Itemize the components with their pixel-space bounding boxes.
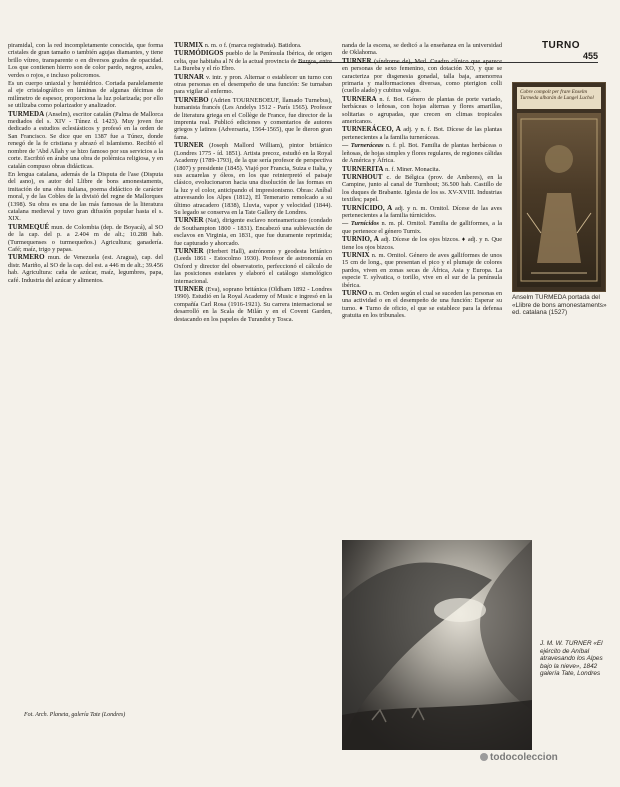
entry: Es un cuerpo uniaxial y hemiédrico. Cortada paralelamente al eje cristalográfico en láminas de algunas décimas de milímetro de espesor, proporciona la luz polarizada; por ello se utilizaba como polarizador y analizador.: [8, 80, 163, 110]
entry: TURNAR v. intr. y pron. Alternar o establecer un turno con otras personas en el desempeño de una función: Se turnaban para vigilar al enfermo.: [174, 72, 332, 96]
entry: TURNO n. m. Orden según el cual se suceden las personas en una actividad o en el desempeño de una función: Esperar su turno. ♦ Turno de oficio, el que se establece para la defensa gratuita en los tribunales.: [342, 289, 502, 320]
entry: TURMEDA (Anselm), escritor catalán (Palma de Mallorca mediados del s. XIV - Túnez d. 1423). Muy joven fue dedicado a estudios eclesiásticos y profesó en la orden de San Francisco. Se dice que en 1387 fue a Túnez, donde renegó de la fe cristiana y abrazó el islamismo. Recibió el nombre de 'Abd Allah y se hizo famoso por sus servicios a la corte. Escribió en árabe una obra de polémica religiosa, y en catalán compuso obras didácticas.: [8, 109, 163, 170]
headword: TURNERÁCEO, A: [342, 125, 401, 134]
entry: — Turneráceas n. f. pl. Bot. Familia de plantas herbáceas o leñosas, de hojas simples y flores regulares, de regiones cálidas de América y África.: [342, 142, 502, 165]
entry: TURMEQUÉ mun. de Colombia (dep. de Boyacá), al SO de la cap. del p. a 2.404 m de alt.; 10.288 hab. (Turmequenses o turmequeños.) Agricultura; ganadería. Café; maíz, trigo y papas.: [8, 222, 163, 253]
turner-painting-image: [342, 540, 532, 750]
entry: TURNIX n. m. Ornitol. Género de aves galliformes de unos 15 cm de long., que presentan el pico y el plumaje de colores pardos, viven en zonas secas de África, Asia y Europa. La especie T. sylvatica, o torillo, vive en el sur de la península ibérica.: [342, 250, 502, 289]
headword: TURMÓDIGOS: [174, 49, 224, 58]
engraving-scene: [517, 113, 601, 287]
headword: TURNIX: [342, 250, 370, 259]
entry: TURNERA n. f. Bot. Género de plantas de porte variado, herbáceas o leñosas, con hojas alternas y flores amarillas, solitarias o agrupadas, que crecen en climas tropicales americanos.: [342, 94, 502, 126]
watermark: todocoleccion: [480, 752, 558, 763]
subheadword: — Turnícidos: [342, 220, 379, 228]
headword: TURMEQUÉ: [8, 222, 50, 231]
entry: TURMÓDIGOS pueblo de la Península Ibérica, de origen celta, que habitaba al N de la actual provincia de Burgos, entre La Bureba y el río Ebro.: [174, 49, 332, 73]
headword: TURNER: [174, 246, 204, 255]
entry: nanda de la escena, se dedicó a la enseñanza en la universidad de Oklahoma.: [342, 42, 502, 57]
running-head: TURNO: [541, 40, 580, 51]
entry: En lengua catalana, además de la Disputa de l'ase (Disputa del asno), es autor del Llibre de bons amonestaments, imitación de una obra italiana, poema didáctico de carácter moral, y de las Cobles de la divisió del regne de Mallorques (1398). Su obra es una de las más famosas de la literatura catalana medieval y tuvo gran difusión popular hasta el s. XIX.: [8, 170, 163, 223]
entry: TURNER (Herbert Hall), astrónomo y geodesta británico (Leeds 1861 - Estocolmo 1930). Profesor de astronomía en Oxford y director del observatorio, perfeccionó el cálculo de las posiciones estelares y elaboró el catálogo sismológico internacional.: [174, 246, 332, 285]
headword: TURMIX: [174, 42, 204, 49]
engraving-illustration: [517, 113, 601, 287]
headword: TURNERITA: [342, 164, 384, 173]
headword: TURNHOUT: [342, 172, 383, 181]
page-number: 455: [582, 51, 598, 61]
entry: TURNERÁCEO, A adj. y n. f. Bot. Dícese de las plantas pertenecientes a la familia turneráceas.: [342, 125, 502, 141]
entry: TURNER (Nat), dirigente esclavo norteamericano (condado de Southampton 1800 - 1831). Encabezó una sublevación de esclavos en Virginia, en 1831, que fue duramente reprimida; fue capturado y ahorcado.: [174, 216, 332, 247]
figure-caption: J. M. W. TURNER «El ejército de Aníbal atravesando los Alpes bajo la nieve», 1842 galería Tate, Londres: [540, 640, 603, 678]
entry: TURNER (Joseph Mallord William), pintor británico (Londres 1775 - íd. 1851). Artista precoz, estudió en la Royal Academy (1789-1793), de la que sería profesor de perspectiva (1807) y presidente (1845). Viajó por Francia, Suiza e Italia, y sus acuarelas y óleos, en los que reinterpretó el paisaje clásico, evolucionaron hacia una disolución de las formas en la luz y el color, anticipando el impresionismo. Obras: Aníbal atravesando los Alpes (1812), El Temerario remolcado a su último atracadero (1838), Lluvia, vapor y velocidad (1844). Su legado se conserva en la Tate Gallery de Londres.: [174, 141, 332, 216]
headword: TURNER: [174, 285, 204, 293]
entry: — Turnícidos n. m. pl. Ornitol. Familia de galliformes, a la que pertenece el género Turnix.: [342, 220, 502, 235]
column-1: [8, 42, 163, 717]
headword: TURNER: [174, 141, 204, 150]
entry: TURNER (síndrome de), Med. Cuadro clínico que aparece en personas de sexo femenino, con dotación XO, y que se caracteriza por disgenesia gonadal, talla baja, amenorrea primaria y malformaciones diversas, como pterigion colli (cuello alado) y cubitus valgus.: [342, 56, 502, 95]
entry: TURNER (Eva), soprano británica (Oldham 1892 - Londres 1990). Estudió en la Royal Academy of Music e ingresó en la compañía Carl Rosa (1916-1921). Su carrera internacional se desarrolló en la Scala de Milán y en el Covent Garden, destacando en los papeles de Turandot y Tosca.: [174, 285, 332, 323]
headword: TURNER: [174, 216, 204, 225]
headword: TURNER: [342, 56, 372, 65]
photo-credit: Fot. Arch. Planeta, galería Tate (Londres): [24, 712, 126, 718]
headword: TURMEDA: [8, 109, 45, 118]
headword: TURNEBO: [174, 95, 209, 104]
banner-text: Cobre compolt per frare Enselm Turmeda albarán de Lungel Luchol: [520, 89, 594, 101]
entry: TURNÍCIDO, A adj. y n. m. Ornitol. Dícese de las aves pertenecientes a la familia túrnicidos.: [342, 203, 502, 219]
entry: TURNEBO (Adrien TOURNEBOEUF, llamado Turnebus), humanista francés (Les Andelys 1512 - París 1565). Profesor de literatura griega en el Collège de France, fue director de la imprenta real. Publicó ediciones y comentarios de autores griegos y latinos (Adversaria, 1564-1565), que le dieron gran fama.: [174, 95, 332, 141]
engraving-banner: [517, 87, 601, 109]
headword: TURNO: [342, 289, 368, 297]
headword: TURNAR: [174, 72, 204, 81]
column-2: [174, 42, 332, 722]
painting-illustration: [342, 540, 532, 750]
turmeda-book-cover-image: [512, 82, 606, 292]
subheadword: — Turneráceas: [342, 142, 384, 150]
headword: TURNÍCIDO, A: [342, 203, 393, 212]
entry: piramidal, con la red incompletamente conocida, que forma cristales de gran tamaño o también agujas diamantes, y tiene brillo vítreo, transparente o en diversos grados de opacidad. Los que contienen hierro son de color pardo, negros, azules, verdes o rojos, e incluso policromos.: [8, 42, 163, 79]
entry: TURNHOUT c. de Bélgica (prov. de Amberes), en la Campine, junto al canal de Turnhout; 36.500 hab. Castillo de los duques de Brabante. Iglesia de los ss. XV-XVIII. Industrias textiles; papel.: [342, 172, 502, 204]
column-3: [342, 42, 502, 538]
figure-caption: Anselm TURMEDA portada del «Llibre de bons amonestaments» ed. catalana (1527): [512, 294, 607, 317]
headword: TURMERO: [8, 253, 45, 262]
watermark-logo-icon: [480, 753, 488, 761]
entry: TURMIX n. m. o f. (marca registrada). Batidora.: [174, 42, 302, 49]
headword: TURNIO, A: [342, 235, 379, 244]
entry: TURNERITA n. f. Miner. Monacita.: [342, 164, 441, 173]
entry: TURMERO mun. de Venezuela (est. Aragua), cap. del distr. Mariño, al SO de la cap. del est. a 446 m de alt.; 39.456 hab. Agricultura: caña de azúcar, maíz, legumbres, papa, café. Industria del azúcar y alimentos.: [8, 253, 163, 284]
entry: TURNIO, A adj. Dícese de los ojos bizcos. ♦ adj. y n. Que tiene los ojos bizcos.: [342, 235, 502, 251]
headword: TURNERA: [342, 94, 377, 103]
